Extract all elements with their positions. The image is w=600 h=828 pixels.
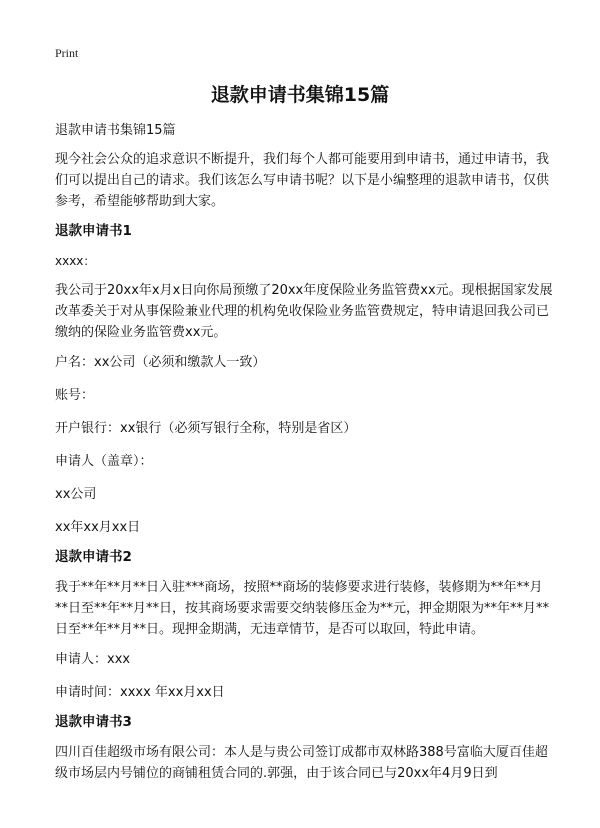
section-heading-2: 退款申请书2	[55, 549, 132, 565]
section3-body: 四川百佳超级市场有限公司：本人是与贵公司签订成都市双林路388号富临大厦百佳超级市场层内号铺位的商铺租赁合同的.郭强，由于该合同已与20xx年4月9日到	[55, 745, 548, 781]
company-name: xx公司	[55, 487, 97, 502]
account-number-field: 账号：	[55, 388, 95, 403]
applicant-seal-field: 申请人（盖章）：	[55, 454, 153, 469]
section2-apply-time: 申请时间：xxxx 年xx月xx日	[55, 685, 225, 700]
section-heading-1: 退款申请书1	[55, 223, 132, 239]
print-label[interactable]: Print	[55, 46, 79, 60]
document-content	[55, 120, 553, 793]
section-heading-3: 退款申请书3	[55, 714, 132, 730]
section2-applicant: 申请人：xxx	[55, 652, 131, 667]
account-name-field: 户名：xx公司（必须和缴款人一致）	[55, 355, 266, 370]
intro-paragraph: 现今社会公众的追求意识不断提升，我们每个人都可能要用到申请书，通过申请书，我们可以提出自己的请求。我们该怎么写申请书呢？以下是小编整理的退款申请书，仅供参考，希望能够帮助到大家。	[55, 152, 550, 209]
salutation: xxxx：	[55, 254, 96, 268]
section1-date: xx年xx月xx日	[55, 520, 141, 535]
document-title: 退款申请书集锦15篇	[210, 84, 390, 106]
bank-field: 开户银行：xx银行（必须写银行全称，特别是省区）	[55, 421, 357, 436]
section1-body: 我公司于20xx年x月x日向你局预缴了20xx年度保险业务监管费xx元。现根据国家发展改革委关于对从事保险兼业代理的机构免收保险业务监管费规定，特申请退回我公司已缴纳的保险业务监管费xx元。	[55, 283, 553, 340]
document-subtitle: 退款申请书集锦15篇	[55, 123, 176, 138]
section2-body: 我于**年**月**日入驻***商场，按照**商场的装修要求进行装修，装修期为**年**月**日至**年**月**日，按其商场要求需要交纳装修压金为**元，押金期限为**年**月**日至**年**月**日。现押金期满，无违章情节，是否可以取回，特此申请。	[55, 580, 550, 637]
